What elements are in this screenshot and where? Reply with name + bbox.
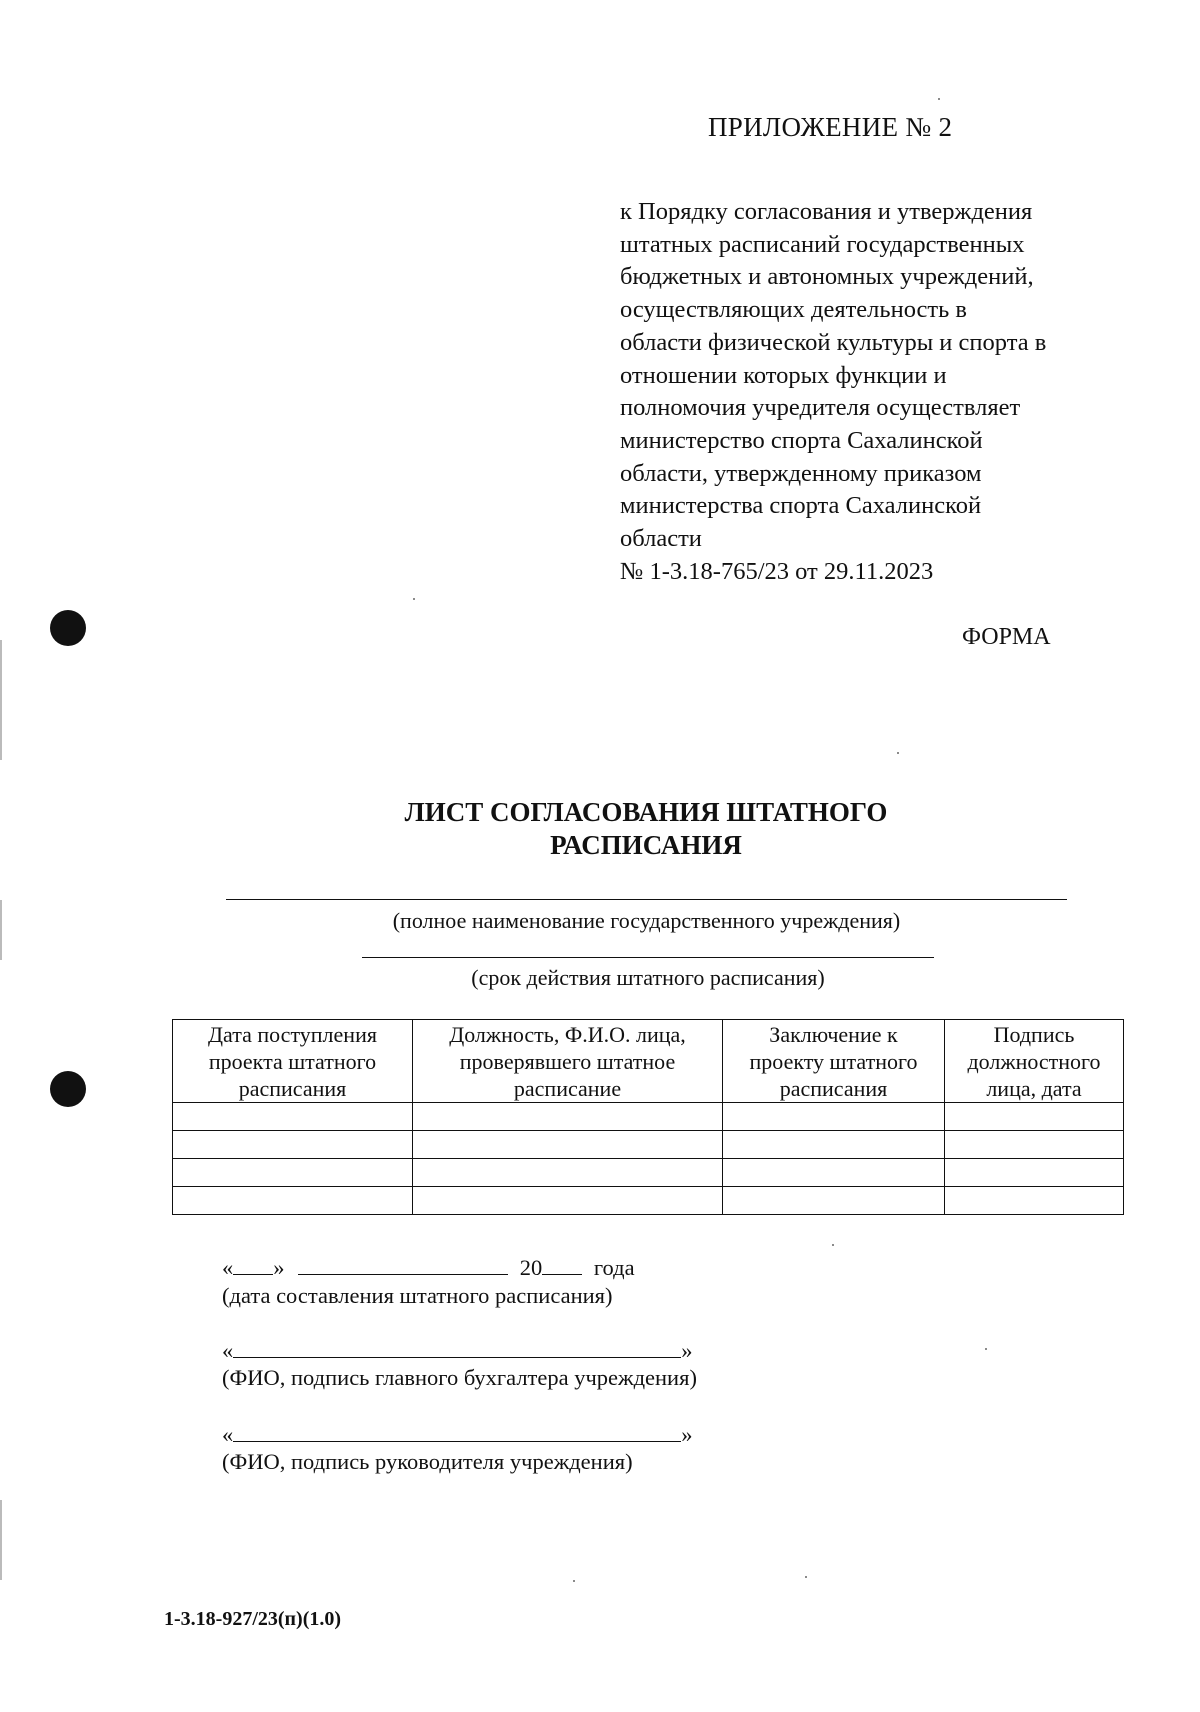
header-text: проекта штатного	[208, 1049, 377, 1074]
close-quote: »	[681, 1338, 693, 1363]
institution-name-caption: (полное наименование государственного учреждения)	[392, 908, 901, 933]
accountant-signature-field[interactable]	[233, 1337, 681, 1358]
director-signature-caption: (ФИО, подпись руководителя учреждения)	[222, 1449, 633, 1474]
director-signature-block	[222, 1421, 693, 1449]
appendix-reference-line: министерства спорта Сахалинской	[620, 492, 982, 520]
header-text: расписания	[779, 1076, 888, 1101]
appendix-title: ПРИЛОЖЕНИЕ № 2	[708, 112, 953, 142]
header-text: должностного	[967, 1049, 1101, 1074]
table-cell[interactable]	[723, 1159, 945, 1187]
appendix-reference-line: к Порядку согласования и утверждения	[620, 198, 1033, 225]
appendix-reference-line: штатных расписаний государственных	[620, 230, 1025, 258]
table-cell[interactable]	[413, 1159, 723, 1187]
table-cell[interactable]	[173, 1131, 413, 1159]
table-cell[interactable]	[173, 1159, 413, 1187]
header-conclusion	[723, 1020, 945, 1103]
close-quote: »	[273, 1255, 285, 1280]
table-row	[173, 1187, 1124, 1215]
header-text: Должность, Ф.И.О. лица,	[449, 1022, 686, 1047]
open-quote: «	[222, 1255, 234, 1280]
table-cell[interactable]	[413, 1131, 723, 1159]
header-text: проверявшего штатное	[459, 1049, 676, 1074]
appendix-reference-line: области физической культуры и спорта в	[620, 328, 1047, 356]
header-text: проекту штатного	[749, 1049, 918, 1074]
document-title-line: ЛИСТ СОГЛАСОВАНИЯ ШТАТНОГО	[404, 797, 888, 827]
scan-speck	[897, 752, 899, 754]
table-cell[interactable]	[945, 1131, 1124, 1159]
appendix-reference-line: осуществляющих деятельность в	[620, 296, 967, 324]
year-prefix: 20	[519, 1255, 543, 1280]
table-cell[interactable]	[945, 1159, 1124, 1187]
header-text: Дата поступления	[208, 1022, 377, 1047]
table-cell[interactable]	[723, 1131, 945, 1159]
accountant-signature-block	[222, 1337, 693, 1365]
open-quote: «	[222, 1338, 234, 1363]
header-receipt-date	[173, 1020, 413, 1103]
scan-edge-mark	[0, 1500, 2, 1580]
form-label: ФОРМА	[962, 624, 1051, 650]
header-text: лица, дата	[986, 1076, 1082, 1101]
header-signature	[945, 1020, 1124, 1103]
schedule-period-caption: (срок действия штатного расписания)	[471, 965, 825, 990]
open-quote: «	[222, 1422, 234, 1447]
appendix-reference-line: отношении которых функции и	[620, 361, 947, 389]
schedule-period-field[interactable]	[362, 957, 934, 958]
approval-table	[172, 1019, 1124, 1215]
month-field[interactable]	[298, 1254, 508, 1275]
table-row	[173, 1159, 1124, 1187]
table-cell[interactable]	[413, 1103, 723, 1131]
table-cell[interactable]	[723, 1103, 945, 1131]
appendix-reference-line: бюджетных и автономных учреждений,	[620, 263, 1034, 291]
order-number: № 1-3.18-765/23 от 29.11.2023	[620, 557, 934, 585]
scan-speck	[985, 1348, 987, 1350]
institution-name-field[interactable]	[226, 899, 1067, 900]
scan-speck	[938, 98, 940, 100]
document-title-line: РАСПИСАНИЯ	[550, 830, 742, 860]
day-field[interactable]	[233, 1254, 273, 1275]
scan-speck	[573, 1580, 575, 1582]
appendix-reference-line: министерство спорта Сахалинской	[620, 426, 983, 454]
compilation-date-block	[222, 1254, 635, 1282]
table-header-row	[173, 1020, 1124, 1103]
close-quote: »	[681, 1422, 693, 1447]
table-cell[interactable]	[945, 1187, 1124, 1215]
header-reviewer	[413, 1020, 723, 1103]
header-text: Подпись	[993, 1022, 1075, 1047]
punch-hole-top	[50, 610, 86, 646]
year-suffix: года	[593, 1255, 635, 1280]
scan-edge-mark	[0, 640, 2, 760]
table-row	[173, 1103, 1124, 1131]
year-field[interactable]	[542, 1254, 582, 1275]
punch-hole-bottom	[50, 1071, 86, 1107]
header-text: Заключение к	[769, 1022, 898, 1047]
appendix-reference-line: области, утвержденному приказом	[620, 459, 982, 487]
document-title	[300, 796, 992, 862]
compilation-date-caption: (дата составления штатного расписания)	[222, 1283, 613, 1308]
header-text: расписание	[513, 1076, 622, 1101]
director-signature-field[interactable]	[233, 1421, 681, 1442]
scan-speck	[832, 1244, 834, 1246]
appendix-reference-line: полномочия учредителя осуществляет	[620, 394, 1021, 422]
scan-speck	[413, 598, 415, 600]
scan-edge-mark	[0, 900, 2, 960]
table-cell[interactable]	[173, 1187, 413, 1215]
header-text: расписания	[238, 1076, 347, 1101]
appendix-reference	[620, 196, 1140, 588]
table-cell[interactable]	[173, 1103, 413, 1131]
table-cell[interactable]	[723, 1187, 945, 1215]
scan-speck	[805, 1576, 807, 1578]
accountant-signature-caption: (ФИО, подпись главного бухгалтера учреждения)	[222, 1365, 697, 1390]
table-cell[interactable]	[945, 1103, 1124, 1131]
table-cell[interactable]	[413, 1187, 723, 1215]
appendix-reference-line: области	[620, 525, 702, 553]
table-row	[173, 1131, 1124, 1159]
document-code: 1-3.18-927/23(п)(1.0)	[164, 1608, 342, 1630]
